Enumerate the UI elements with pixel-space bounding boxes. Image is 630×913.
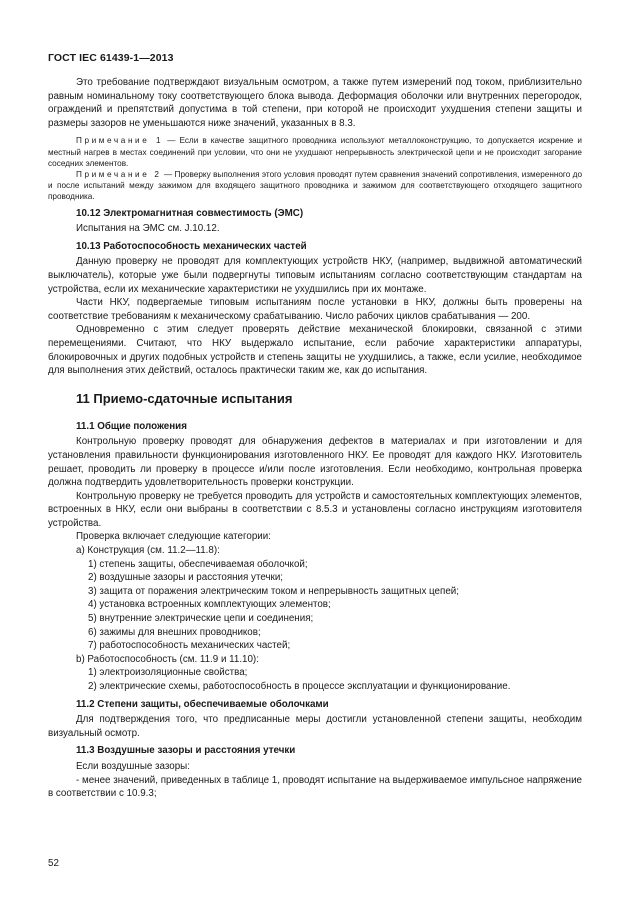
- section-11-1-p2: Контрольную проверку не требуется проводить для устройств и самостоятельных комплектующих элементов, встроенных в НКУ, если они выбраны в соответствии с 8.5.3 и установлены согласно инструкциям изготовителя устройства.: [48, 490, 582, 529]
- note-2-label: Примечание 2: [76, 169, 162, 179]
- section-11-3-title: 11.3 Воздушные зазоры и расстояния утечки: [76, 745, 296, 757]
- section-11-2-p1: Для подтверждения того, что предписанные меры достигли установленной степени защиты, необходим визуальный осмотр.: [48, 714, 582, 739]
- list-b-heading: b) Работоспособность (см. 11.9 и 11.10):: [76, 653, 259, 665]
- list-item: 3) защита от поражения электрическим током и непрерывность защитных цепей;: [88, 585, 459, 597]
- section-11-3-p1: Если воздушные зазоры:: [76, 760, 190, 772]
- section-10-13-p1: Данную проверку не проводят для комплектующих устройств НКУ, (например, выдвижной автоматический выключатель), которые уже были подвергнуты типовым испытаниям согласно соответствующим стандартам на устройства, если их механические характеристики не ухудшились при их монтаже.: [48, 256, 582, 295]
- list-item: 7) работоспособность механических частей;: [88, 640, 291, 652]
- list-item: 4) установка встроенных комплектующих элементов;: [88, 599, 331, 611]
- note-1-text: — Если в качестве защитного проводника используют металлоконструкцию, то допускается искрение и местный нагрев в местах соединений при условии, что они не ухудшают непрерывность электрической цепи и не происходит загорание соседних элементов.: [48, 136, 582, 168]
- section-10-13-p3: Одновременно с этим следует проверять действие механической блокировки, связанной с этими перемещениями. Считают, что НКУ выдержало испытание, если рабочие характеристики аппаратуры, блокировочных и других подобных устройств и степень защиты не ухудшились, а также, если усилие, необходимое для выполнения этих действий, осталось практически таким же, как до испытания.: [48, 324, 582, 377]
- section-11-1-p1: Контрольную проверку проводят для обнаружения дефектов в материалах и при изготовлении и для установления правильности функционирования изготовленного НКУ. Ее проводят для каждого НКУ. Изготовитель решает, проводить ли проверку в процессе и/или после изготовления. Если необходимо, контрольная проверка должна подтвердить удовлетворительность проверки конструкции.: [48, 436, 582, 489]
- section-10-13-p2: Части НКУ, подвергаемые типовым испытаниям после установки в НКУ, должны быть проверены на соответствие требованиям к механическому срабатыванию. Число рабочих циклов срабатывания — 200.: [48, 297, 582, 322]
- list-item: 2) воздушные зазоры и расстояния утечки;: [88, 572, 284, 584]
- list-item: 1) электроизоляционные свойства;: [88, 667, 248, 679]
- note-2: [48, 169, 582, 203]
- list-item: 2) электрические схемы, работоспособность в процессе эксплуатации и функционирование.: [88, 681, 511, 692]
- section-11-title: 11 Приемо-сдаточные испытания: [76, 390, 293, 406]
- list-item: 6) зажимы для внешних проводников;: [88, 626, 261, 638]
- list-item: 5) внутренние электрические цепи и соединения;: [88, 613, 314, 625]
- section-11-1-p3: Проверка включает следующие категории:: [76, 531, 271, 543]
- list-a-heading: a) Конструкция (см. 11.2—11.8):: [76, 545, 220, 557]
- section-10-12-title: 10.12 Электромагнитная совместимость (ЭМС): [76, 207, 304, 219]
- section-11-3-p2: - менее значений, приведенных в таблице 1, проводят испытание на выдерживаемое импульсное напряжение в соответствии с 10.9.3;: [48, 774, 582, 800]
- section-11-1-title: 11.1 Общие положения: [76, 420, 187, 432]
- list-item: 1) степень защиты, обеспечиваемая оболочкой;: [88, 558, 308, 570]
- note-1: [48, 135, 582, 169]
- page-number: 52: [48, 858, 59, 869]
- note-1-label: Примечание 1: [76, 136, 164, 146]
- intro-paragraph: Это требование подтверждают визуальным осмотром, а также путем измерений под током, приблизительно равным номинальному току соответствующего блока вывода. Деформация оболочки или внутренних перегородок, ограждений и препятствий допустима в той степени, при которой не происходит ухудшения степени защиты и размеры зазоров не уменьшаются ниже значений, указанных в 8.3.: [48, 77, 582, 129]
- section-10-12-text: Испытания на ЭМС см. J.10.12.: [76, 223, 220, 235]
- standard-header: ГОСТ IEC 61439-1—2013: [48, 52, 174, 64]
- section-10-13-title: 10.13 Работоспособность механических частей: [76, 240, 307, 252]
- page-content: [48, 76, 582, 801]
- section-11-2-title: 11.2 Степени защиты, обеспечиваемые оболочками: [76, 698, 329, 710]
- note-2-text: — Проверку выполнения этого условия проводят путем сравнения значений сопротивления, измеренного до и после испытаний между зажимом для входящего защитного проводника и зажимом для соответствующего отходящего защитного проводника.: [48, 169, 583, 202]
